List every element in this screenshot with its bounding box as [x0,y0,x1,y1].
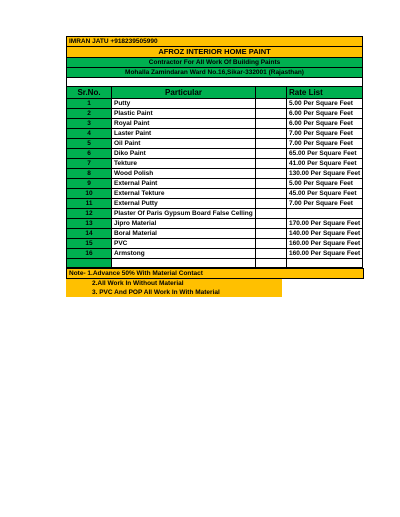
sr-cell: 13 [67,219,112,229]
table-row [67,219,363,229]
table-row [67,149,363,159]
particular-cell: Diko Paint [112,149,256,159]
col-header-particular: Particular [112,87,256,99]
sr-cell: 14 [67,229,112,239]
sr-cell: 4 [67,129,112,139]
particular-cell: PVC [112,239,256,249]
rate-cell: 5.00 Per Square Feet [287,179,363,189]
address-row [67,68,363,78]
spacer-cell [256,149,287,159]
table-row [67,169,363,179]
sr-cell: 5 [67,139,112,149]
spacer-cell [256,249,287,259]
particular-cell: External Tekture [112,189,256,199]
rate-cell: 6.00 Per Square Feet [287,109,363,119]
sr-cell: 2 [67,109,112,119]
particular-cell: Oil Paint [112,139,256,149]
rate-cell: 160.00 Per Square Feet [287,239,363,249]
particular-cell: Tekture [112,159,256,169]
table-row [67,209,363,219]
sr-cell: 8 [67,169,112,179]
spacer-cell [256,159,287,169]
spacer-cell [256,219,287,229]
sr-cell: 6 [67,149,112,159]
table-row [67,179,363,189]
rate-cell: 7.00 Per Square Feet [287,129,363,139]
note-line-3: 3. PVC And POP All Work In With Material [66,288,282,297]
note-line-2: 2.All Work In Without Material [66,279,282,288]
table-row [67,99,363,109]
rate-cell: 130.00 Per Square Feet [287,169,363,179]
table-row [67,199,363,209]
rate-table [66,36,363,268]
table-row [67,229,363,239]
col-header-sr: Sr.No. [67,87,112,99]
table-row [67,239,363,249]
particular-cell: Plaster Of Paris Gypsum Board False Celling [112,209,256,219]
sr-cell: 15 [67,239,112,249]
particular-cell: Wood Polish [112,169,256,179]
business-name: AFROZ INTERIOR HOME PAINT [67,47,363,58]
blank-row [67,259,363,268]
sr-cell: 16 [67,249,112,259]
particular-cell: External Putty [112,199,256,209]
table-row [67,109,363,119]
address: Mohalla Zamindaran Ward No.16,Sikar-332001 (Rajasthan) [67,68,363,78]
particular-cell: External Paint [112,179,256,189]
table-row [67,249,363,259]
note-line-1: Note- 1.Advance 50% With Material Contact [66,268,364,279]
spacer-cell [256,189,287,199]
table-row [67,119,363,129]
spacer-cell [256,99,287,109]
spacer-cell [256,229,287,239]
particular-cell: Armstong [112,249,256,259]
spacer-cell [256,109,287,119]
particular-cell: Boral Material [112,229,256,239]
spacer-cell [256,129,287,139]
rate-cell: 170.00 Per Square Feet [287,219,363,229]
rate-cell: 7.00 Per Square Feet [287,139,363,149]
col-header-rate: Rate List [287,87,363,99]
rate-cell: 140.00 Per Square Feet [287,229,363,239]
table-row [67,129,363,139]
sr-cell: 3 [67,119,112,129]
sr-cell: 10 [67,189,112,199]
contact-row [67,37,363,47]
column-header-row [67,87,363,99]
rate-cell: 41.00 Per Square Feet [287,159,363,169]
particular-cell: Laster Paint [112,129,256,139]
sr-cell: 7 [67,159,112,169]
particular-cell: Royal Paint [112,119,256,129]
sr-cell: 1 [67,99,112,109]
table-row [67,159,363,169]
rate-cell: 6.00 Per Square Feet [287,119,363,129]
table-row [67,189,363,199]
table-row [67,139,363,149]
spacer-cell [256,209,287,219]
spacer-cell [256,239,287,249]
tagline: Contractor For All Work Of Building Paints [67,58,363,68]
tagline-row [67,58,363,68]
particular-cell: Jipro Material [112,219,256,229]
sr-cell: 9 [67,179,112,189]
particular-cell: Putty [112,99,256,109]
notes-block [66,268,362,297]
rate-cell: 45.00 Per Square Feet [287,189,363,199]
rate-cell: 65.00 Per Square Feet [287,149,363,159]
sr-cell: 11 [67,199,112,209]
spacer-cell [256,179,287,189]
spacer-cell [256,119,287,129]
rate-cell: 5.00 Per Square Feet [287,99,363,109]
spacer-row [67,78,363,87]
particular-cell: Plastic Paint [112,109,256,119]
business-name-row [67,47,363,58]
contact-text: IMRAN JATU +918239505990 [67,37,363,47]
sr-cell: 12 [67,209,112,219]
rate-cell: 160.00 Per Square Feet [287,249,363,259]
rate-sheet [66,36,362,268]
rate-cell: 7.00 Per Square Feet [287,199,363,209]
spacer-cell [256,199,287,209]
rate-cell [287,209,363,219]
spacer-cell [256,139,287,149]
spacer-cell [256,169,287,179]
